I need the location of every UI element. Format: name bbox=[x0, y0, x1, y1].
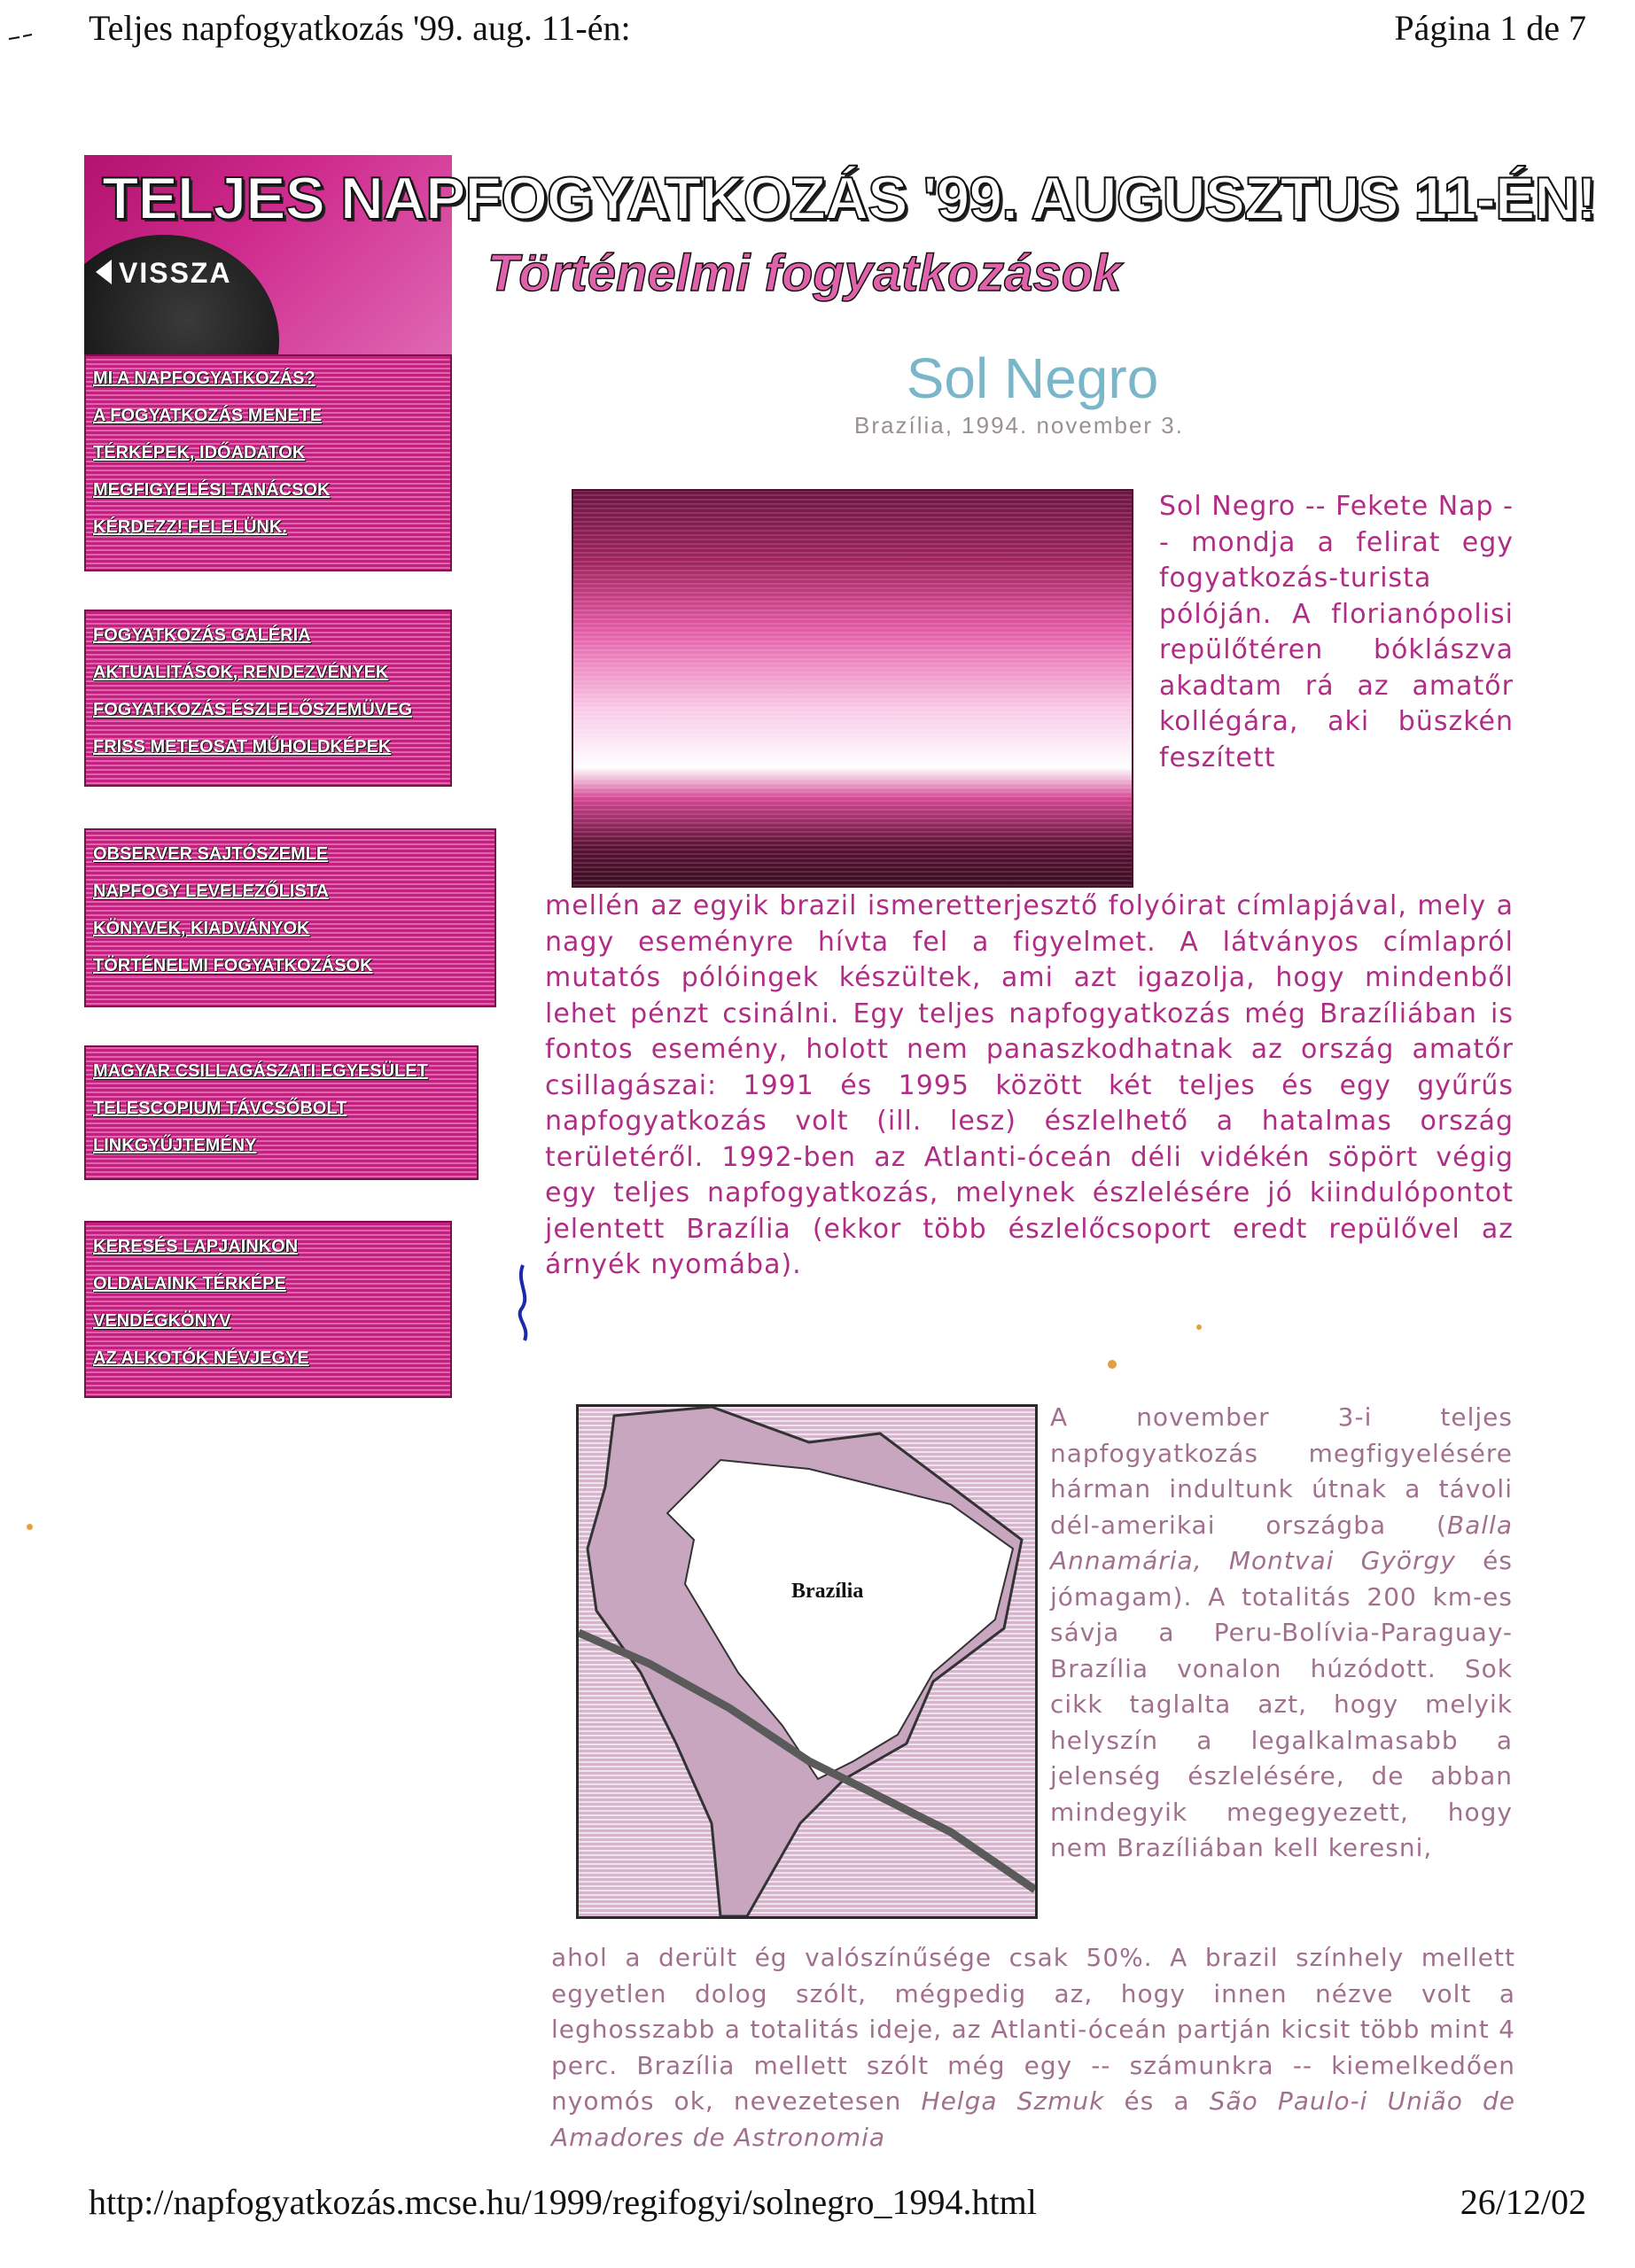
nav-link[interactable]: A FOGYATKOZÁS MENETE bbox=[93, 406, 323, 425]
nav-group-press bbox=[84, 828, 496, 1007]
pen-mark-icon bbox=[512, 1256, 539, 1345]
nav-link[interactable]: FRISS METEOSAT MŰHOLDKÉPEK bbox=[93, 737, 392, 757]
nav-group-association bbox=[84, 1045, 479, 1180]
second-paragraph-full-text bbox=[551, 1940, 1515, 2155]
print-footer-url: http://napfogyatkozás.mcse.hu/1999/regifogyi/solnegro_1994.html bbox=[89, 2182, 1037, 2222]
nav-link[interactable]: KERESÉS LAPJAINKON bbox=[93, 1237, 299, 1256]
map-label-brazil: Brazília bbox=[791, 1580, 864, 1603]
nav-group-gallery bbox=[84, 610, 452, 787]
scan-speck bbox=[27, 1524, 33, 1530]
nav-link[interactable]: FOGYATKOZÁS ÉSZLELŐSZEMÜVEG bbox=[93, 700, 413, 719]
arrow-left-icon bbox=[96, 260, 112, 284]
nav-link[interactable]: KÉRDEZZ! FELELÜNK. bbox=[93, 517, 287, 537]
para2-side-a: A november 3-i teljes napfogyatkozás megfigyelésére hárman indultunk útnak a távoli dél-amerikai országba ( bbox=[1050, 1402, 1513, 1540]
nav-link[interactable]: TÉRKÉPEK, IDŐADATOK bbox=[93, 443, 306, 462]
print-header bbox=[89, 7, 1586, 53]
nav-link[interactable]: OBSERVER SAJTÓSZEMLE bbox=[93, 844, 329, 864]
nav-link[interactable]: LINKGYŰJTEMÉNY bbox=[93, 1136, 257, 1155]
nav-link[interactable]: MAGYAR CSILLAGÁSZATI EGYESÜLET bbox=[93, 1061, 428, 1081]
nav-link[interactable]: KÖNYVEK, KIADVÁNYOK bbox=[93, 919, 310, 938]
second-paragraph-full bbox=[551, 1940, 1515, 2155]
map-graphic bbox=[579, 1407, 1035, 1916]
article-title: Sol Negro bbox=[906, 346, 1159, 410]
article-date: Brazília, 1994. november 3. bbox=[854, 412, 1184, 439]
print-footer bbox=[89, 2181, 1586, 2227]
sunset-photo bbox=[572, 489, 1133, 888]
para2-full-a: ahol a derült ég valószínűsége csak 50%. A brazil színhely mellett egyetlen dolog szólt, mégpedig az, hogy innen nézve volt a leghosszabb a totalitás ideje, az Atlanti-óceán partján kicsit több mint 4 perc. Brazília mellett szólt még egy -- számunkra -- kiemelkedően nyomós ok, nevezetesen bbox=[551, 1943, 1515, 2116]
print-footer-date: 26/12/02 bbox=[1460, 2182, 1586, 2222]
para2-full-b: és a bbox=[1104, 2086, 1210, 2116]
print-header-page: Página 1 de 7 bbox=[1394, 8, 1586, 48]
nav-link[interactable]: AZ ALKOTÓK NÉVJEGYE bbox=[93, 1348, 309, 1368]
nav-group-eclipse-info bbox=[84, 354, 452, 571]
para2-side-names: Balla Annamária, Montvai György bbox=[1050, 1510, 1513, 1575]
nav-link[interactable]: TÖRTÉNELMI FOGYATKOZÁSOK bbox=[93, 956, 373, 975]
intro-text-side: Sol Negro -- Fekete Nap -- mondja a felirat egy fogyatkozás-turista pólóján. A florianópolisi repülőtéren bóklászva akadtam rá az amatőr kollégára, aki büszkén feszített bbox=[1159, 491, 1514, 773]
second-paragraph-side bbox=[1050, 1400, 1513, 1867]
para2-side-b: és jómagam). A totalitás 200 km-es sávja a Peru-Bolívia-Paraguay-Brazília vonalon húzódott. Sok cikk taglalta azt, hogy melyik helyszín a legalkalmasabb a jelenség észlelésére, de abban mindegyik megegyezett, hogy nem Brazíliában kell keresni, bbox=[1050, 1546, 1513, 1862]
para2-full-names: Helga Szmuk bbox=[921, 2086, 1105, 2116]
scan-mark-icon bbox=[7, 28, 43, 43]
nav-link[interactable]: FOGYATKOZÁS GALÉRIA bbox=[93, 625, 311, 645]
nav-link[interactable]: MI A NAPFOGYATKOZÁS? bbox=[93, 369, 315, 388]
scan-speck bbox=[1196, 1324, 1202, 1330]
section-subtitle: Történelmi fogyatkozások bbox=[487, 245, 1122, 302]
para2-full-org: São Paulo-i União de Amadores de Astronomia bbox=[551, 2086, 1515, 2152]
nav-group-site bbox=[84, 1221, 452, 1398]
intro-paragraph-full bbox=[545, 889, 1514, 1284]
south-america-map bbox=[576, 1404, 1038, 1919]
nav-link[interactable]: AKTUALITÁSOK, RENDEZVÉNYEK bbox=[93, 663, 389, 682]
nav-link[interactable]: NAPFOGY LEVELEZŐLISTA bbox=[93, 882, 329, 901]
print-header-title: Teljes napfogyatkozás '99. aug. 11-én: bbox=[89, 8, 631, 48]
nav-link[interactable]: VENDÉGKÖNYV bbox=[93, 1311, 231, 1331]
back-link-label: VISSZA bbox=[119, 257, 232, 289]
nav-link[interactable]: MEGFIGYELÉSI TANÁCSOK bbox=[93, 480, 331, 500]
nav-link[interactable]: TELESCOPIUM TÁVCSŐBOLT bbox=[93, 1099, 347, 1118]
scan-speck bbox=[1108, 1360, 1117, 1369]
intro-text-full: mellén az egyik brazil ismeretterjesztő folyóirat címlapjával, mely a nagy eseményre hívta fel a figyelmet. A látványos címlapról mutatós pólóingek készültek, ami azt igazolja, hogy mindenből lehet pénzt csinálni. Egy teljes napfogyatkozás még Brazíliában is fontos esemény, holott nem panaszkodhatnak az ország amatőr csillagászai: 1991 és 1995 között két teljes és egy gyűrűs napfogyatkozás volt (ill. lesz) észlelhető a hatalmas ország területéről. 1992-ben az Atlanti-óceán déli vidékén söpört végig egy teljes napfogyatkozás, melynek észlelésére jó kiindulópontot jelentett Brazília (ekkor több észlelőcsoport eredt repülővel az árnyék nyomába). bbox=[545, 890, 1514, 1280]
back-link[interactable] bbox=[96, 257, 232, 290]
second-paragraph-side-text bbox=[1050, 1400, 1513, 1867]
site-title: TELJES NAPFOGYATKOZÁS '99. AUGUSZTUS 11-ÉN! bbox=[102, 165, 1597, 232]
nav-link[interactable]: OLDALAINK TÉRKÉPE bbox=[93, 1274, 286, 1293]
intro-paragraph-side bbox=[1159, 489, 1514, 776]
